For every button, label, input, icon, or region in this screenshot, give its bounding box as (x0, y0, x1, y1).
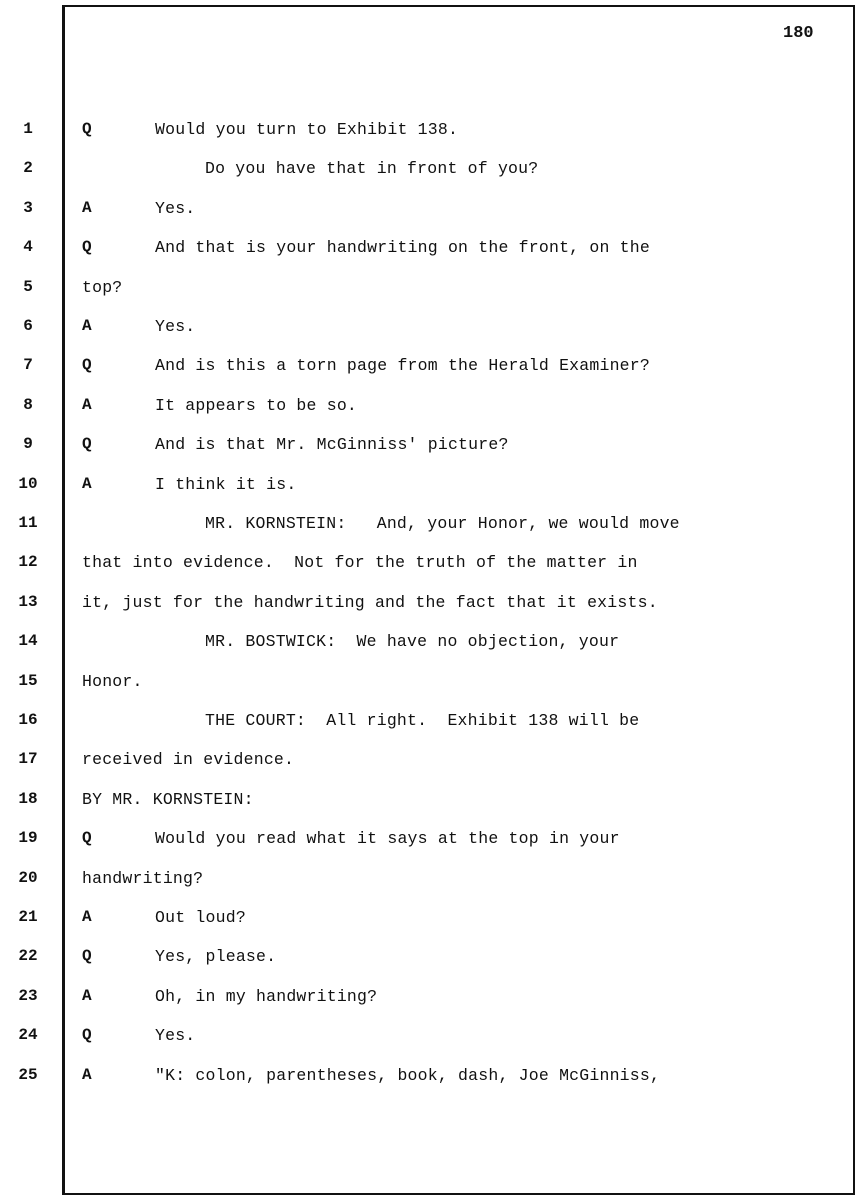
line-number: 22 (18, 947, 38, 966)
line-text: Honor. (82, 671, 143, 691)
line-text: "K: colon, parentheses, book, dash, Joe McGinniss, (155, 1065, 661, 1085)
line-text: Would you read what it says at the top in your (155, 829, 620, 849)
transcript-line (0, 711, 860, 750)
line-text: It appears to be so. (155, 395, 358, 415)
transcript-line (0, 1026, 860, 1065)
line-text: handwriting? (82, 868, 204, 888)
line-text: that into evidence. Not for the truth of the matter in (82, 553, 638, 573)
line-number: 5 (23, 277, 33, 296)
line-text: MR. BOSTWICK: We have no objection, your (205, 632, 620, 652)
line-number: 25 (18, 1065, 38, 1084)
transcript-line (0, 869, 860, 908)
line-number: 2 (23, 159, 33, 178)
transcript-line (0, 593, 860, 632)
transcript-line (0, 435, 860, 474)
transcript-line (0, 278, 860, 317)
line-number: 9 (23, 435, 33, 454)
line-text: BY MR. KORNSTEIN: (82, 789, 254, 809)
line-number: 3 (23, 198, 33, 217)
transcript-line (0, 632, 860, 671)
line-text: Oh, in my handwriting? (155, 986, 378, 1006)
line-text: top? (82, 277, 123, 297)
transcript-line (0, 790, 860, 829)
line-number: 19 (18, 829, 38, 848)
line-text: THE COURT: All right. Exhibit 138 will be (205, 711, 640, 730)
line-text: And is that Mr. McGinniss' picture? (155, 435, 509, 455)
speaker-label: Q (82, 947, 92, 966)
line-text: And is this a torn page from the Herald Examiner? (155, 356, 650, 376)
line-text: MR. KORNSTEIN: And, your Honor, we would move (205, 514, 680, 533)
transcript-line (0, 1066, 860, 1105)
line-text: I think it is. (155, 474, 297, 494)
speaker-label: Q (82, 829, 92, 848)
line-text: Yes. (155, 1026, 196, 1046)
transcript-line (0, 672, 860, 711)
line-number: 21 (18, 908, 38, 926)
speaker-label: A (82, 198, 92, 217)
transcript-line (0, 238, 860, 277)
line-text: received in evidence. (82, 750, 295, 770)
transcript-line (0, 396, 860, 435)
line-number: 8 (23, 395, 33, 414)
line-number: 10 (18, 474, 38, 493)
speaker-label: A (82, 986, 92, 1005)
line-number: 17 (18, 750, 38, 769)
transcript-line (0, 317, 860, 356)
line-number: 23 (18, 986, 38, 1005)
transcript-line (0, 475, 860, 514)
line-text: Yes. (155, 198, 196, 218)
line-text: And that is your handwriting on the front, on the (155, 238, 650, 258)
line-number: 14 (18, 632, 38, 651)
speaker-label: A (82, 317, 92, 335)
line-number: 6 (23, 317, 33, 335)
line-number: 1 (23, 120, 33, 138)
speaker-label: Q (82, 1026, 92, 1045)
line-number: 18 (18, 789, 38, 808)
line-number: 20 (18, 868, 38, 887)
page-number: 180 (783, 24, 814, 43)
transcript-line (0, 750, 860, 789)
line-number: 12 (18, 553, 38, 572)
line-number: 16 (18, 711, 38, 729)
transcript-line (0, 908, 860, 947)
line-number: 13 (18, 592, 38, 611)
speaker-label: Q (82, 435, 92, 454)
transcript-line (0, 159, 860, 198)
speaker-label: A (82, 395, 92, 414)
speaker-label: Q (82, 238, 92, 257)
line-number: 11 (18, 514, 38, 532)
line-number: 15 (18, 671, 38, 690)
line-number: 4 (23, 238, 33, 257)
line-text: Yes. (155, 317, 196, 336)
transcript-line (0, 120, 860, 159)
transcript-line (0, 829, 860, 868)
speaker-label: Q (82, 120, 92, 138)
line-text: Yes, please. (155, 947, 277, 967)
transcript-line (0, 947, 860, 986)
transcript-line (0, 987, 860, 1026)
speaker-label: A (82, 1065, 92, 1084)
line-text: Do you have that in front of you? (205, 159, 539, 179)
transcript-line (0, 199, 860, 238)
transcript-line (0, 553, 860, 592)
speaker-label: A (82, 474, 92, 493)
line-number: 24 (18, 1026, 38, 1045)
transcript-line (0, 356, 860, 395)
line-text: it, just for the handwriting and the fact that it exists. (82, 592, 658, 612)
speaker-label: A (82, 908, 92, 926)
line-number: 7 (23, 356, 33, 375)
transcript-line (0, 514, 860, 553)
line-text: Would you turn to Exhibit 138. (155, 120, 459, 139)
speaker-label: Q (82, 356, 92, 375)
line-text: Out loud? (155, 908, 246, 927)
